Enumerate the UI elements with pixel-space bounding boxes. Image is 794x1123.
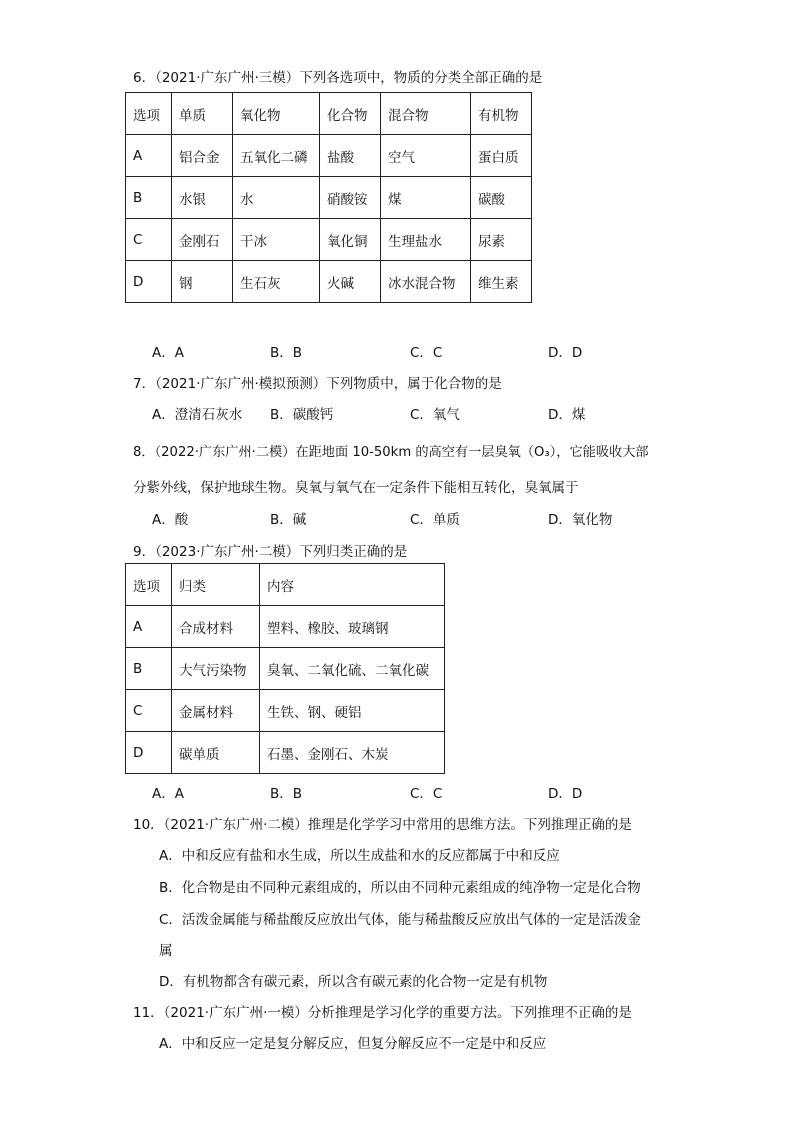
- table-cell: 金属材料: [172, 690, 260, 732]
- table-row: [126, 177, 532, 219]
- q11-stem: 11．（2021·广东广州·一模）分析推理是学习化学的重要方法。下列推理不正确的是: [133, 1005, 632, 1021]
- table-header: 混合物: [381, 93, 471, 135]
- q10-stem: 10．（2021·广东广州·二模）推理是化学学习中常用的思维方法。下列推理正确的是: [133, 817, 632, 833]
- table-cell: 铝合金: [172, 135, 233, 177]
- q8-options: [0, 508, 794, 528]
- q10-option-b[interactable]: B．化合物是由不同种元素组成的，所以由不同种元素组成的纯净物一定是化合物: [159, 880, 641, 896]
- table-cell: 塑料、橡胶、玻璃钢: [260, 606, 445, 648]
- option-d[interactable]: D．氧化物: [548, 512, 613, 528]
- q10-option-a[interactable]: A．中和反应有盐和水生成，所以生成盐和水的反应都属于中和反应: [159, 848, 560, 864]
- table-cell: 碳酸: [471, 177, 532, 219]
- table-row: [126, 606, 445, 648]
- table-cell: 盐酸: [320, 135, 381, 177]
- q9-options: [0, 782, 794, 802]
- q10-option-c-continued[interactable]: 属: [159, 943, 173, 959]
- table-row: [126, 690, 445, 732]
- option-a[interactable]: A．澄清石灰水: [152, 407, 243, 423]
- table-header: 选项: [126, 93, 172, 135]
- table-cell: C: [126, 690, 172, 732]
- table-cell: 水: [233, 177, 320, 219]
- table-cell: 臭氧、二氧化硫、二氧化碳: [260, 648, 445, 690]
- table-header: 单质: [172, 93, 233, 135]
- q8-stem-line1: 8．（2022·广东广州·二模）在距地面 10-50km 的高空有一层臭氧（O₃），它能吸收大部: [133, 445, 649, 460]
- option-a[interactable]: A．酸: [152, 512, 189, 528]
- table-cell: 尿素: [471, 219, 532, 261]
- table-cell: 水银: [172, 177, 233, 219]
- option-d[interactable]: D．煤: [548, 407, 586, 423]
- q7-options: [0, 403, 794, 423]
- table-cell: B: [126, 648, 172, 690]
- table-header: 氧化物: [233, 93, 320, 135]
- option-b[interactable]: B．碳酸钙: [270, 407, 334, 423]
- q10-option-c[interactable]: C．活泼金属能与稀盐酸反应放出气体，能与稀盐酸反应放出气体的一定是活泼金: [159, 912, 641, 928]
- option-d[interactable]: D．D: [548, 786, 583, 802]
- table-header: 归类: [172, 564, 260, 606]
- table-cell: 金刚石: [172, 219, 233, 261]
- table-cell: 氧化铜: [320, 219, 381, 261]
- table-cell: D: [126, 261, 172, 303]
- table-row: [126, 648, 445, 690]
- table-cell: A: [126, 135, 172, 177]
- table-cell: B: [126, 177, 172, 219]
- table-cell: 维生素: [471, 261, 532, 303]
- q9-stem: 9．（2023·广东广州·二模）下列归类正确的是: [133, 544, 408, 560]
- table-header: 内容: [260, 564, 445, 606]
- table-cell: 煤: [381, 177, 471, 219]
- q6-stem: 6．（2021·广东广州·三模）下列各选项中，物质的分类全部正确的是: [133, 70, 543, 86]
- table-header-row: [126, 93, 532, 135]
- option-b[interactable]: B．B: [270, 345, 303, 361]
- table-cell: 硝酸铵: [320, 177, 381, 219]
- option-a[interactable]: A．A: [152, 345, 184, 361]
- table-cell: 生石灰: [233, 261, 320, 303]
- option-b[interactable]: B．B: [270, 786, 303, 802]
- q8-stem-line2: 分紫外线，保护地球生物。臭氧与氧气在一定条件下能相互转化，臭氧属于: [133, 480, 579, 496]
- option-c[interactable]: C．C: [410, 345, 443, 361]
- q6-options: [0, 341, 794, 361]
- table-cell: 钢: [172, 261, 233, 303]
- q7-stem: 7．（2021·广东广州·模拟预测）下列物质中，属于化合物的是: [133, 376, 502, 392]
- q10-option-d[interactable]: D．有机物都含有碳元素，所以含有碳元素的化合物一定是有机物: [159, 974, 548, 990]
- table-cell: 五氧化二磷: [233, 135, 320, 177]
- table-header: 化合物: [320, 93, 381, 135]
- table-cell: 火碱: [320, 261, 381, 303]
- table-cell: 生理盐水: [381, 219, 471, 261]
- q6-table: [125, 92, 532, 303]
- table-cell: 空气: [381, 135, 471, 177]
- q9-table: [125, 563, 445, 774]
- table-row: [126, 732, 445, 774]
- table-cell: 碳单质: [172, 732, 260, 774]
- table-header: 选项: [126, 564, 172, 606]
- table-cell: 干冰: [233, 219, 320, 261]
- table-cell: 石墨、金刚石、木炭: [260, 732, 445, 774]
- table-cell: 冰水混合物: [381, 261, 471, 303]
- table-header-row: [126, 564, 445, 606]
- option-c[interactable]: C．单质: [410, 512, 460, 528]
- option-c[interactable]: C．C: [410, 786, 443, 802]
- table-cell: C: [126, 219, 172, 261]
- table-cell: 生铁、钢、硬铝: [260, 690, 445, 732]
- table-cell: 蛋白质: [471, 135, 532, 177]
- table-row: [126, 135, 532, 177]
- option-c[interactable]: C．氧气: [410, 407, 460, 423]
- option-b[interactable]: B．碱: [270, 512, 307, 528]
- table-cell: 合成材料: [172, 606, 260, 648]
- table-row: [126, 261, 532, 303]
- option-a[interactable]: A．A: [152, 786, 184, 802]
- table-cell: 大气污染物: [172, 648, 260, 690]
- option-d[interactable]: D．D: [548, 345, 583, 361]
- table-cell: A: [126, 606, 172, 648]
- table-cell: D: [126, 732, 172, 774]
- q11-option-a[interactable]: A．中和反应一定是复分解反应，但复分解反应不一定是中和反应: [159, 1036, 547, 1052]
- table-row: [126, 219, 532, 261]
- table-header: 有机物: [471, 93, 532, 135]
